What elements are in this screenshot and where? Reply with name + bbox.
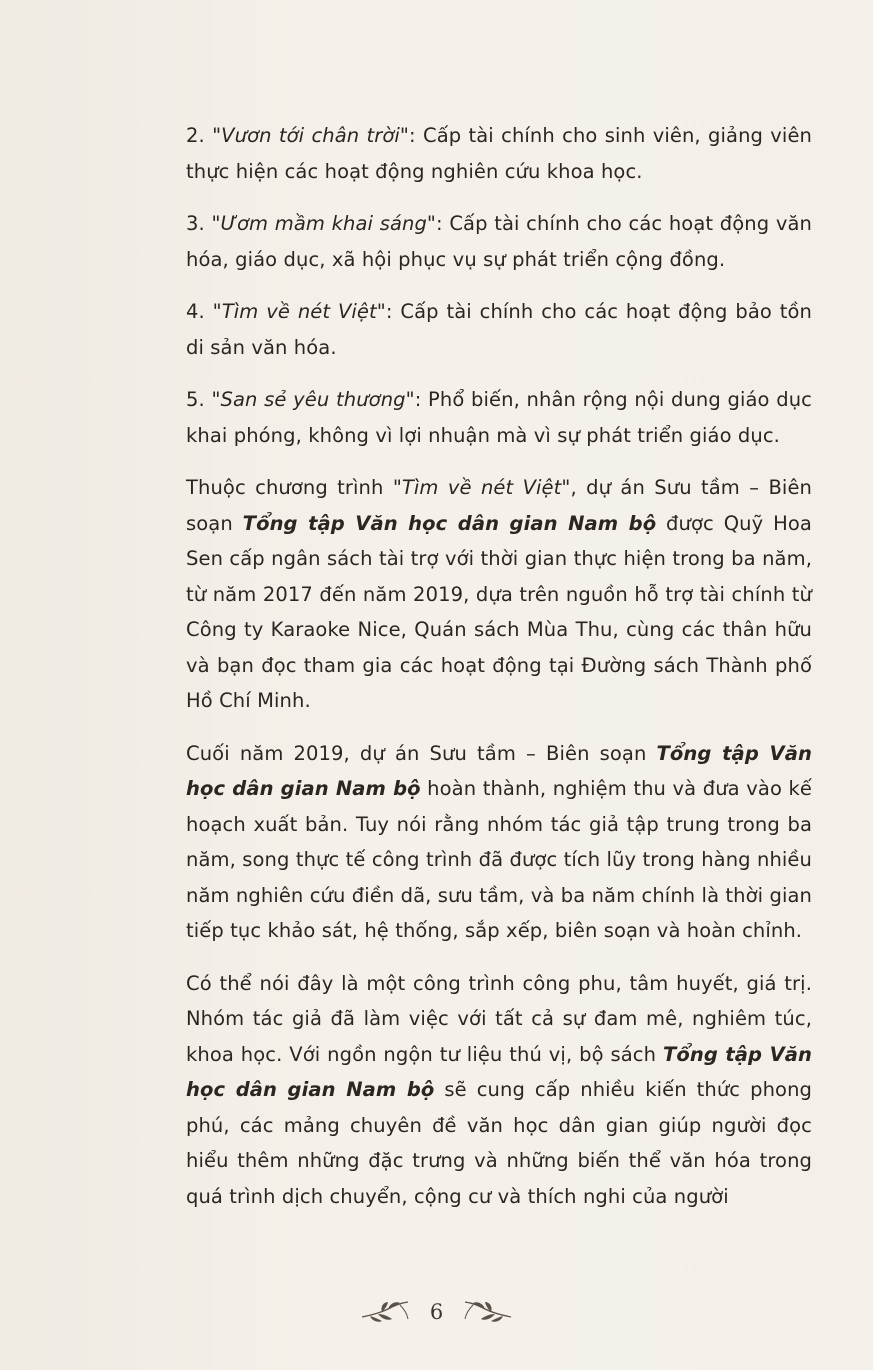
body-paragraph: [186, 966, 812, 1215]
program-name-text: "Tìm về nét Việt": [212, 300, 386, 323]
program-name-text: "Vươn tới chân trời": [212, 124, 410, 147]
page-body-text: [186, 118, 812, 1231]
list-item-paragraph: [186, 118, 812, 189]
paragraph-text: Thuộc chương trình: [186, 476, 393, 499]
paragraph-text: được Quỹ Hoa Sen cấp ngân sách tài trợ với thời gian thực hiện trong ba năm, từ năm 2017 đến năm 2019, dựa trên nguồn hỗ trợ tài chính từ Công ty Karaoke Nice, Quán sách Mùa Thu, cùng các thân hữu và bạn đọc tham gia các hoạt động tại Đường sách Thành phố Hồ Chí Minh.: [186, 511, 812, 712]
page-number: 6: [429, 1300, 444, 1324]
paragraph-text: : Cấp tài chính cho sinh viên, giảng viên thực hiện các hoạt động nghiên cứu khoa học.: [186, 124, 813, 183]
paragraph-text: Cuối năm 2019, dự án Sưu tầm – Biên soạn: [186, 741, 657, 765]
paragraph-text: 3.: [186, 212, 212, 235]
list-item-paragraph: [186, 294, 812, 365]
paragraph-text: : Phổ biến, nhân rộng nội dung giáo dục khai phóng, không vì lợi nhuận mà vì sự phát triển giáo dục.: [186, 388, 812, 447]
program-name-text: "San sẻ yêu thương": [211, 388, 415, 411]
paragraph-text: hoàn thành, nghiệm thu và đưa vào kế hoạch xuất bản. Tuy nói rằng nhóm tác giả tập trung trong ba năm, song thực tế công trình đã được tích lũy trong hàng nhiều năm nghiên cứu điền dã, sưu tầm, và ba năm chính là thời gian tiếp tục khảo sát, hệ thống, sắp xếp, biên soạn và hoàn chỉnh.: [186, 777, 812, 942]
paragraph-text: 2.: [186, 124, 213, 147]
body-paragraph: [186, 736, 812, 949]
body-paragraph: [186, 470, 812, 719]
leaf-ornament-right-icon: [461, 1299, 513, 1325]
book-title-text: Tổng tập Văn học dân gian Nam bộ: [186, 741, 812, 800]
paragraph-text: 5.: [186, 388, 212, 411]
program-name-text: "Ươm mầm khai sáng": [211, 212, 437, 235]
leaf-ornament-left-icon: [360, 1299, 412, 1325]
paragraph-text: 4.: [186, 300, 213, 323]
book-title-text: Tổng tập Văn học dân gian Nam bộ: [242, 511, 657, 535]
paragraph-text: sẽ cung cấp nhiều kiến thức phong phú, các mảng chuyên đề văn học dân gian giúp người đọc hiểu thêm những đặc trưng và những biến thể văn hóa trong quá trình dịch chuyển, cộng cư và thích nghi của người: [186, 1078, 813, 1208]
list-item-paragraph: [186, 382, 812, 453]
book-title-text: Tổng tập Văn học dân gian Nam bộ: [186, 1042, 812, 1101]
paragraph-text: : Cấp tài chính cho các hoạt động bảo tồn di sản văn hóa.: [186, 300, 813, 359]
program-name-text: "Tìm về nét Việt": [392, 476, 571, 499]
paragraph-text: : Cấp tài chính cho các hoạt động văn hóa, giáo dục, xã hội phục vụ sự phát triển cộng đồng.: [186, 212, 812, 271]
paragraph-text: Có thể nói đây là một công trình công phu, tâm huyết, giá trị. Nhóm tác giả đã làm việc với tất cả sự đam mê, nghiêm túc, khoa học. Với ngồn ngộn tư liệu thú vị, bộ sách: [186, 971, 812, 1066]
list-item-paragraph: [186, 206, 812, 277]
page-footer: [0, 1292, 873, 1332]
paragraph-text: , dự án Sưu tầm – Biên soạn: [186, 476, 812, 535]
